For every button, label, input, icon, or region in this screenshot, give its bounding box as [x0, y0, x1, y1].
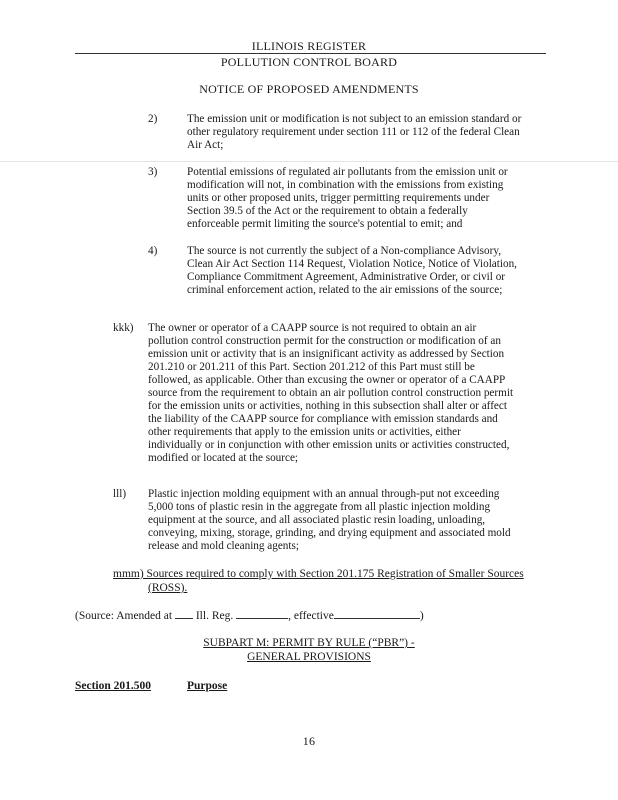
item-3-line-1: Potential emissions of regulated air pollutants from the emission unit or [187, 166, 508, 178]
item-4-line-4: criminal enforcement action, related to the air emissions of the source; [187, 284, 503, 296]
board-title: POLLUTION CONTROL BOARD [220, 55, 398, 69]
lll-line-5: release and mold cleaning agents; [148, 540, 299, 552]
scan-artifact-line [0, 161, 618, 162]
source-close: ) [419, 610, 424, 622]
item-4-line-2: Clean Air Act Section 114 Request, Violation Notice, Notice of Violation, [187, 258, 517, 270]
item-3-line-2: modification will not, in combination with the emissions from existing [187, 179, 504, 191]
item-2-line-3: Air Act; [187, 139, 224, 151]
mmm-line-2: (ROSS). [148, 582, 188, 594]
item-4-line-3: Compliance Commitment Agreement, Administrative Order, or civil or [187, 271, 506, 283]
source-effective: , effective [288, 610, 334, 622]
lll-line-4: conveying, mixing, storage, grinding, and drying equipment and associated mold [148, 527, 511, 539]
kkk-line-11: modified or located at the source; [148, 452, 299, 464]
item-label-4: 4) [148, 245, 158, 257]
kkk-line-2: pollution control construction permit for the construction or modification of an [148, 335, 501, 347]
source-prefix: (Source: Amended at [75, 610, 175, 622]
header-rule [75, 53, 546, 54]
source-date-blank [334, 607, 420, 619]
lll-line-3: equipment at the source, and all associated plastic resin loading, unloading, [148, 514, 486, 526]
item-3-line-4: Section 39.5 of the Act or the requirement to obtain a federally [187, 205, 468, 217]
kkk-line-7: for the emission units or activities, nothing in this subsection shall alter or affect [148, 400, 507, 412]
kkk-line-8: the liability of the CAAPP source for compliance with emission standards and [148, 413, 498, 425]
item-2-line-2: other regulatory requirement under section 111 or 112 of the federal Clean [187, 126, 520, 138]
subpart-title-line-2: GENERAL PROVISIONS [247, 651, 371, 663]
lll-line-2: 5,000 tons of plastic resin in the aggregate from all plastic injection molding [148, 501, 491, 513]
kkk-line-4: 201.210 or 201.211 of this Part. Section 201.212 of this Part must still be [148, 361, 475, 373]
kkk-line-1: The owner or operator of a CAAPP source is not required to obtain an air [148, 322, 477, 334]
item-4-line-1: The source is not currently the subject of a Non-compliance Advisory, [187, 245, 501, 257]
lll-line-1: Plastic injection molding equipment with an annual through-put not exceeding [148, 488, 500, 500]
item-3-line-5: enforceable permit limiting the source's potential to emit; and [187, 218, 463, 230]
notice-title: NOTICE OF PROPOSED AMENDMENTS [199, 82, 419, 96]
item-label-2: 2) [148, 113, 158, 125]
item-label-kkk: kkk) [113, 322, 134, 334]
section-title: Purpose [187, 680, 228, 692]
source-line [75, 607, 424, 622]
source-register: Ill. Reg. [195, 610, 234, 622]
kkk-line-5: followed, as applicable. Other than excusing the owner or operator of a CAAPP [148, 374, 506, 386]
section-number: Section 201.500 [75, 680, 152, 692]
item-3-line-3: units or other proposed units, trigger permitting requirements under [187, 192, 490, 204]
register-title: ILLINOIS REGISTER [251, 39, 367, 53]
item-2-line-1: The emission unit or modification is not subject to an emission standard or [187, 113, 522, 125]
kkk-line-9: other requirements that apply to the emission units or activities, either [148, 426, 461, 438]
item-label-lll: lll) [113, 488, 127, 500]
subpart-title-line-1: SUBPART M: PERMIT BY RULE (“PBR”) - [203, 637, 415, 649]
kkk-line-6: source from the requirement to obtain an air pollution control construction permit [148, 387, 514, 399]
mmm-line-1: mmm) Sources required to comply with Section 201.175 Registration of Smaller Sources [113, 568, 524, 580]
kkk-line-10: individually or in conjunction with other emission units or activities constructed, [148, 439, 510, 451]
item-label-3: 3) [148, 166, 158, 178]
kkk-line-3: emission unit or activity that is an insignificant activity as addressed by Section [148, 348, 505, 360]
page-number: 16 [302, 734, 316, 748]
source-page-blank [236, 607, 288, 619]
source-volume-blank [175, 607, 193, 619]
